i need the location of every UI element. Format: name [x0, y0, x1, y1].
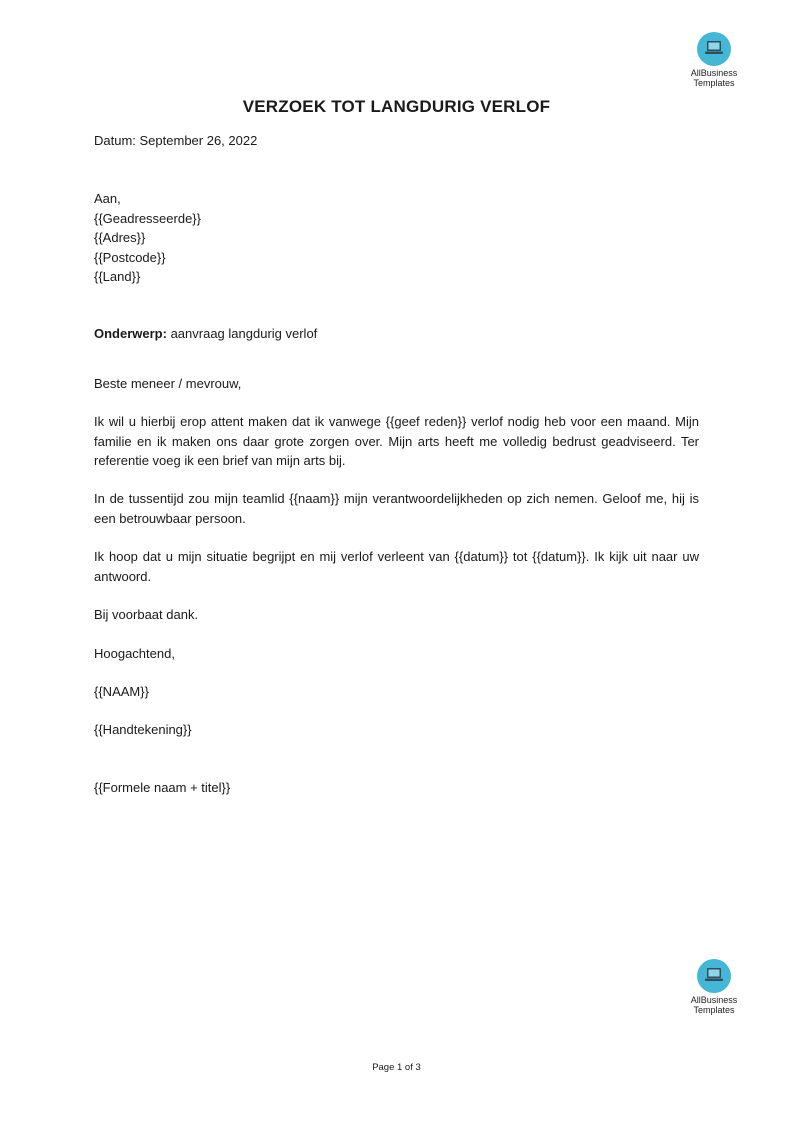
address-to: Aan,	[94, 191, 121, 207]
logo-line1: AllBusiness	[690, 995, 738, 1005]
logo-text	[674, 995, 754, 1015]
subject-line	[94, 324, 699, 343]
subject-label: Onderwerp:	[94, 326, 167, 342]
closing-line: Hoogachtend,	[94, 645, 175, 661]
signature-placeholder: {{Handtekening}}	[94, 722, 192, 738]
address-street: {{Adres}}	[94, 230, 146, 246]
address-addressee: {{Geadresseerde}}	[94, 210, 201, 226]
subject-text: aanvraag langdurig verlof	[166, 326, 318, 342]
paragraph-3: Ik hoop dat u mijn situatie begrijpt en mij verlof verleent van {{datum}} tot {{datum}}. Ik kijk uit naar uw antwoord.	[94, 549, 699, 584]
greeting: Beste meneer / mevrouw,	[94, 375, 242, 391]
logo-top	[674, 32, 754, 88]
logo-line2: Templates	[693, 1005, 735, 1015]
document-title: VERZOEK TOT LANGDURIG VERLOF	[242, 97, 551, 116]
address-postcode: {{Postcode}}	[94, 249, 166, 265]
date-line: Datum: September 26, 2022	[94, 133, 258, 148]
logo-line2: Templates	[693, 78, 735, 88]
letter-body	[94, 131, 699, 797]
formal-name-placeholder: {{Formele naam + titel}}	[94, 779, 231, 795]
laptop-icon	[697, 959, 731, 993]
laptop-icon	[697, 32, 731, 66]
name-placeholder: {{NAAM}}	[94, 683, 149, 699]
thanks-line: Bij voorbaat dank.	[94, 607, 199, 623]
address-country: {{Land}}	[94, 269, 141, 285]
logo-line1: AllBusiness	[690, 68, 738, 78]
logo-text	[674, 68, 754, 88]
paragraph-2: In de tussentijd zou mijn teamlid {{naam}} mijn verantwoordelijkheden op zich nemen. Geloof me, hij is een betrouwbaar persoon.	[94, 491, 699, 526]
paragraph-1: Ik wil u hierbij erop attent maken dat ik vanwege {{geef reden}} verlof nodig heb voor een maand. Mijn familie en ik maken ons daar grote zorgen over. Mijn arts heeft me volledig bedrust geadviseerd. Ter referentie voeg ik een brief van mijn arts bij.	[94, 414, 699, 469]
logo-bottom	[674, 959, 754, 1015]
page-footer: Page 1 of 3	[372, 1062, 421, 1073]
